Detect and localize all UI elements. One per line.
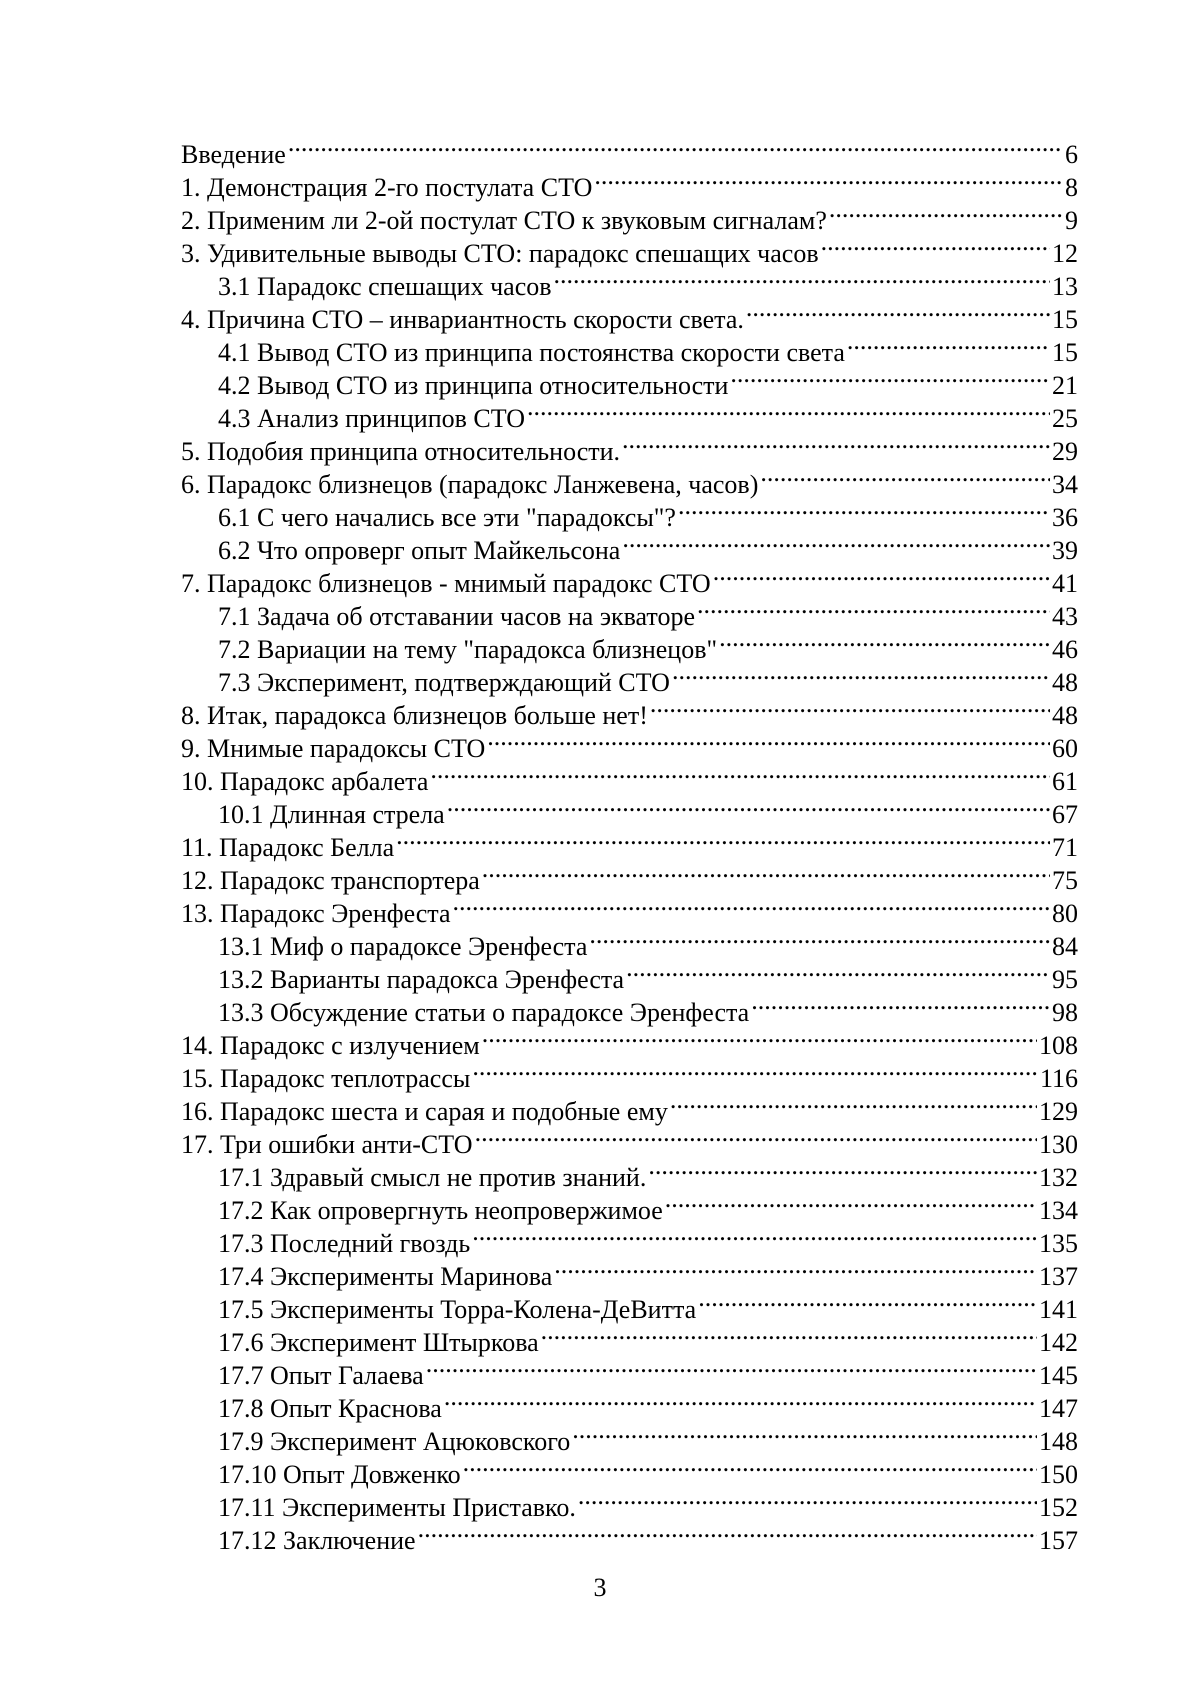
toc-entry-page: 46 [1052, 635, 1078, 664]
toc-entry-page: 152 [1039, 1493, 1078, 1522]
toc-dot-leader [678, 493, 1050, 526]
toc-entry-page: 9 [1065, 206, 1078, 235]
toc-entry-page: 129 [1039, 1097, 1078, 1126]
toc-entry-page: 75 [1052, 866, 1078, 895]
toc-entry-title: 17.5 Эксперименты Торра-Колена-ДеВитта [218, 1295, 697, 1324]
toc-entry-page: 41 [1052, 569, 1078, 598]
toc-entry-title: 13. Парадокс Эренфеста [181, 899, 451, 928]
toc-entry-title: 6. Парадокс близнецов (парадокс Ланжевена, часов) [181, 470, 759, 499]
toc-dot-leader [730, 361, 1050, 394]
toc-entry-page: 34 [1052, 470, 1078, 499]
toc-entry [181, 163, 1078, 202]
toc-entry-page: 21 [1052, 371, 1078, 400]
toc-dot-leader [829, 196, 1063, 229]
toc-entry-page: 84 [1052, 932, 1078, 961]
toc-entry-page: 39 [1052, 536, 1078, 565]
toc-entry-title: 6.1 С чего начались все эти "парадоксы"? [218, 503, 676, 532]
toc-dot-leader [697, 592, 1050, 625]
page-number: 3 [593, 1573, 607, 1602]
toc-dot-leader [847, 328, 1050, 361]
toc-entry-title: 17.3 Последний гвоздь [218, 1229, 471, 1258]
toc-dot-leader [622, 526, 1050, 559]
toc-entry-title: Введение [181, 140, 286, 169]
toc-entry-title: 3. Удивительные выводы СТО: парадокс спешащих часов [181, 239, 819, 268]
toc-entry-title: 13.2 Варианты парадокса Эренфеста [218, 965, 625, 994]
toc-entry-page: 95 [1052, 965, 1078, 994]
toc-dot-leader [719, 625, 1050, 658]
toc-entry-page: 135 [1039, 1229, 1078, 1258]
toc-entry-page: 150 [1039, 1460, 1078, 1489]
toc-dot-leader [698, 1285, 1037, 1318]
toc-entry-title: 10. Парадокс арбалета [181, 767, 429, 796]
toc-dot-leader [288, 130, 1063, 163]
toc-dot-leader [821, 229, 1050, 262]
toc-entry-title: 17.6 Эксперимент Штыркова [218, 1328, 539, 1357]
toc-entry-title: 17.12 Заключение [218, 1526, 416, 1555]
toc-entry-title: 1. Демонстрация 2-го постулата СТО [181, 173, 593, 202]
toc-entry-title: 9. Мнимые парадоксы СТО [181, 734, 486, 763]
toc-entry-page: 43 [1052, 602, 1078, 631]
toc-dot-leader [648, 1153, 1037, 1186]
toc-entry-title: 10.1 Длинная стрела [218, 800, 445, 829]
toc-entry-page: 71 [1052, 833, 1078, 862]
toc-dot-leader [650, 691, 1050, 724]
toc-entry-page: 142 [1039, 1328, 1078, 1357]
toc-entry-title: 4.1 Вывод СТО из принципа постоянства скорости света [218, 338, 845, 367]
toc-entry-title: 17. Три ошибки анти-СТО [181, 1130, 473, 1159]
toc-entry-title: 17.1 Здравый смысл не против знаний. [218, 1163, 647, 1192]
toc-entry-page: 48 [1052, 668, 1078, 697]
toc-entry-title: 4.3 Анализ принципов СТО [218, 404, 526, 433]
toc-entry-page: 61 [1052, 767, 1078, 796]
toc-entry-page: 141 [1039, 1295, 1078, 1324]
toc-entry-page: 36 [1052, 503, 1078, 532]
toc-dot-leader [713, 559, 1050, 592]
toc-entry-title: 17.2 Как опровергнуть неопровержимое [218, 1196, 663, 1225]
toc-entry-title: 7.2 Вариации на тему "парадокса близнецов" [218, 635, 718, 664]
toc-dot-leader [622, 427, 1050, 460]
toc-dot-leader [746, 295, 1050, 328]
toc-entry-page: 134 [1039, 1196, 1078, 1225]
toc-dot-leader [670, 1087, 1037, 1120]
toc-entry-title: 17.7 Опыт Галаева [218, 1361, 424, 1390]
toc-entry-title: 4.2 Вывод СТО из принципа относительности [218, 371, 729, 400]
toc-entry-title: 14. Парадокс с излучением [181, 1031, 480, 1060]
toc-dot-leader [426, 1351, 1037, 1384]
toc-entry-page: 108 [1039, 1031, 1078, 1060]
toc-dot-leader [589, 922, 1050, 955]
toc-entry-page: 25 [1052, 404, 1078, 433]
toc-dot-leader [418, 1516, 1037, 1549]
toc-entry-title: 17.11 Эксперименты Приставко. [218, 1493, 576, 1522]
toc-entry-title: 6.2 Что опроверг опыт Майкельсона [218, 536, 621, 565]
toc-entry-title: 15. Парадокс теплотрассы [181, 1064, 471, 1093]
toc-entry-page: 148 [1039, 1427, 1078, 1456]
toc-dot-leader [578, 1483, 1037, 1516]
toc-entry-page: 29 [1052, 437, 1078, 466]
toc-entry-page: 147 [1039, 1394, 1078, 1423]
toc-dot-leader [472, 1219, 1037, 1252]
toc-entry-page: 98 [1052, 998, 1078, 1027]
toc-entry-title: 4. Причина СТО – инвариантность скорости света. [181, 305, 744, 334]
toc-dot-leader [572, 1417, 1037, 1450]
toc-entry-page: 67 [1052, 800, 1078, 829]
toc-entry-page: 132 [1039, 1163, 1078, 1192]
toc-entry-page: 15 [1052, 338, 1078, 367]
toc-dot-leader [453, 889, 1050, 922]
toc-entry-title: 2. Применим ли 2-ой постулат СТО к звуковым сигналам? [181, 206, 827, 235]
toc-dot-leader [626, 955, 1050, 988]
toc-dot-leader [554, 1252, 1037, 1285]
toc-dot-leader [594, 163, 1063, 196]
toc-dot-leader [665, 1186, 1037, 1219]
toc-entry-page: 12 [1052, 239, 1078, 268]
toc-dot-leader [482, 856, 1050, 889]
toc-entry [181, 130, 1078, 169]
toc-dot-leader [554, 262, 1050, 295]
toc-entry-page: 15 [1052, 305, 1078, 334]
toc-dot-leader [760, 460, 1050, 493]
toc-dot-leader [527, 394, 1050, 427]
toc-entry-page: 145 [1039, 1361, 1078, 1390]
toc-entry-title: 5. Подобия принципа относительности. [181, 437, 621, 466]
toc-entry-page: 157 [1039, 1526, 1078, 1555]
toc-entry-title: 17.8 Опыт Краснова [218, 1394, 442, 1423]
toc-dot-leader [482, 1021, 1037, 1054]
toc-dot-leader [487, 724, 1050, 757]
table-of-contents [181, 130, 1078, 1555]
toc-entry-title: 17.9 Эксперимент Ацюковского [218, 1427, 571, 1456]
toc-entry-page: 13 [1052, 272, 1078, 301]
toc-entry-title: 12. Парадокс транспортера [181, 866, 480, 895]
toc-entry-page: 116 [1039, 1064, 1078, 1093]
toc-entry-page: 80 [1052, 899, 1078, 928]
toc-entry-title: 7.1 Задача об отставании часов на экваторе [218, 602, 695, 631]
toc-entry-page: 8 [1065, 173, 1078, 202]
toc-entry-title: 3.1 Парадокс спешащих часов [218, 272, 552, 301]
toc-entry-title: 7. Парадокс близнецов - мнимый парадокс СТО [181, 569, 711, 598]
toc-dot-leader [396, 823, 1050, 856]
toc-entry-title: 7.3 Эксперимент, подтверждающий СТО [218, 668, 670, 697]
toc-entry-page: 60 [1052, 734, 1078, 763]
toc-entry-page: 6 [1065, 140, 1078, 169]
toc-entry-page: 137 [1039, 1262, 1078, 1291]
toc-dot-leader [475, 1120, 1037, 1153]
toc-dot-leader [672, 658, 1050, 691]
toc-dot-leader [447, 790, 1050, 823]
toc-dot-leader [430, 757, 1050, 790]
toc-entry-title: 13.3 Обсуждение статьи о парадоксе Эренфеста [218, 998, 750, 1027]
toc-entry-page: 48 [1052, 701, 1078, 730]
toc-dot-leader [472, 1054, 1038, 1087]
toc-dot-leader [463, 1450, 1037, 1483]
toc-dot-leader [444, 1384, 1037, 1417]
toc-dot-leader [541, 1318, 1037, 1351]
toc-entry-title: 17.10 Опыт Довженко [218, 1460, 461, 1489]
toc-entry-title: 11. Парадокс Белла [181, 833, 395, 862]
toc-entry-title: 17.4 Эксперименты Маринова [218, 1262, 553, 1291]
toc-entry-title: 8. Итак, парадокса близнецов больше нет! [181, 701, 648, 730]
toc-entry-title: 13.1 Миф о парадоксе Эренфеста [218, 932, 588, 961]
toc-entry-page: 130 [1039, 1130, 1078, 1159]
toc-dot-leader [751, 988, 1050, 1021]
toc-entry-title: 16. Парадокс шеста и сарая и подобные ему [181, 1097, 668, 1126]
